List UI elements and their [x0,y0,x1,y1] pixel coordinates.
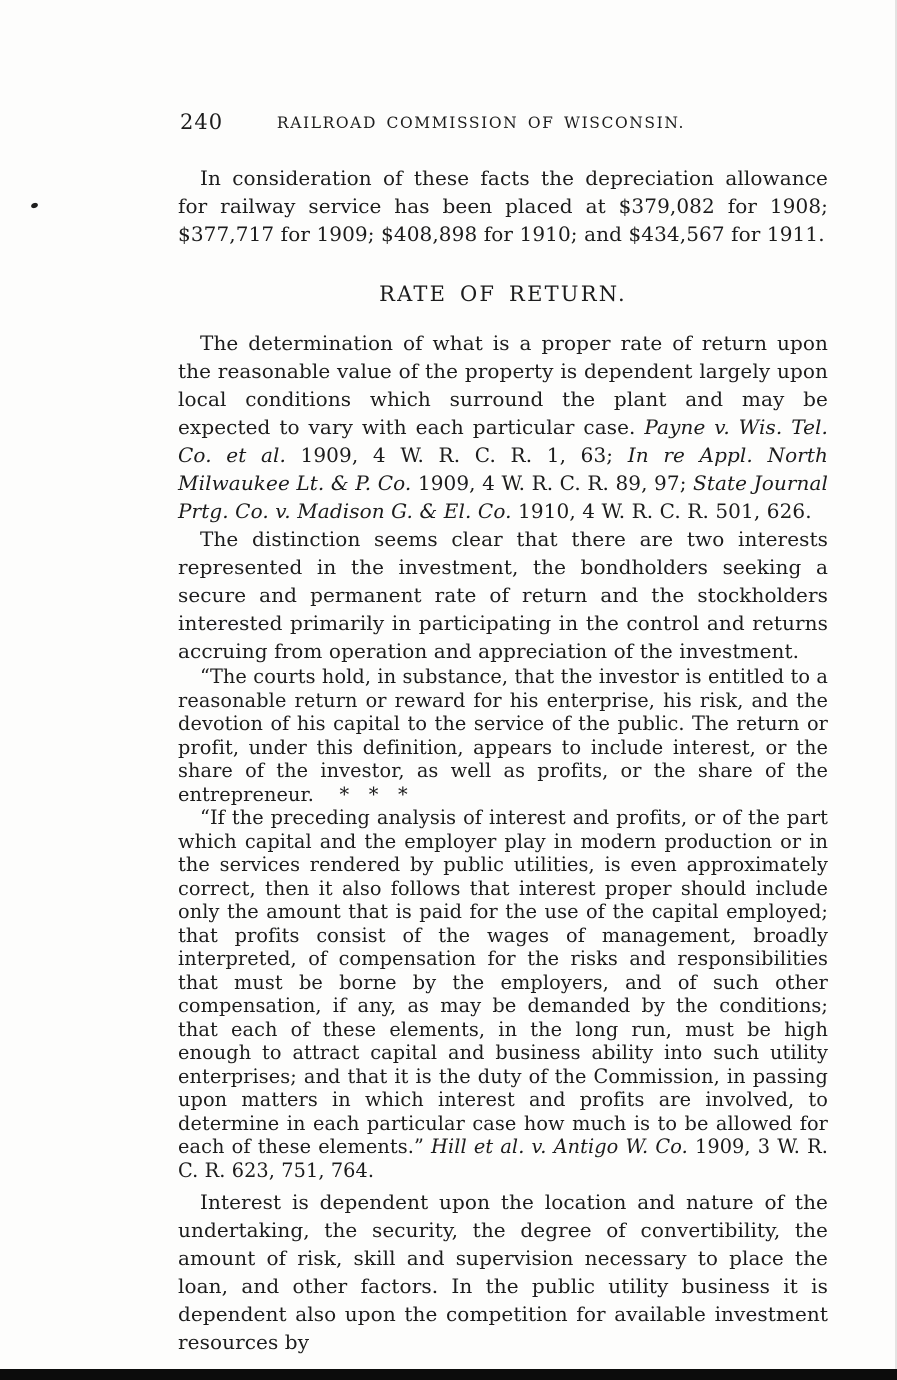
paragraph-two-interests [178,525,828,665]
case-citation-north-milwaukee: In re Appl. North Milwaukee Lt. & P. Co. [178,443,828,495]
text-run: “The courts hold, in substance, that the investor is entitled to a reasonable return or reward for his enterprise, his risk, and the devotion of his capital to the service of the public. The return or profit, under this definition, appears to include interest, or the share of the investor, as well as profits, or the share of the entrepreneur. * * * [178,665,828,806]
page-header [178,110,828,140]
text-run: 1909, 4 W. R. C. R. 89, 97; [411,471,694,495]
paragraph-rate-determination [178,329,828,525]
scan-bottom-bar [0,1369,897,1380]
text-run: Interest is dependent upon the location and nature of the undertaking, the security, the degree of convertibility, the amount of risk, skill and supervision necessary to place the loan, and other factors. In the public utility business it is dependent also upon the competition for available investment resources by [178,1190,828,1354]
page-body [178,164,828,1356]
blockquote-courts-hold [178,665,828,806]
blockquote-preceding-analysis [178,806,828,1182]
text-run: 1910, 4 W. R. C. R. 501, 626. [511,499,812,523]
text-run: “If the preceding analysis of interest and profits, or of the part which capital and the employer play in modern production or in the services rendered by public utilities, is even approximately correct, then it also follows that interest proper should include only the amount that is paid for the use of the capital employed; that profits consist of the wages of management, broadly interpreted, of compensation for the risks and responsibilities that must be borne by the employers, and of such other compensation, if any, as may be demanded by the conditions; that each of these elements, in the long run, must be high enough to attract capital and business ability into such utility enterprises; and that it is the duty of the Commission, in passing upon matters in which interest and profits are involved, to determine in each particular case how much is to be allowed for each of these elements.” [178,806,828,1158]
running-title: RAILROAD COMMISSION OF WISCONSIN. [276,114,686,132]
case-citation-payne: Payne v. Wis. Tel. Co. et al. [178,415,828,467]
text-run: The distinction seems clear that there are two interests represented in the investment, the bondholders seeking a secure and permanent rate of return and the stockholders interested primarily in participating in the control and returns accruing from operation and appreciation of the investment. [178,527,828,663]
section-heading: RATE OF RETURN. [379,282,627,306]
text-run: 1909, 3 W. R. C. R. 623, 751, 764. [178,1135,828,1182]
page-number: 240 [180,110,224,134]
text-run: In consideration of these facts the depreciation allowance for railway service has been placed at $379,082 for 1908; $377,717 for 1909; $408,898 for 1910; and $434,567 for 1911. [178,166,828,246]
paragraph-depreciation-intro [178,164,828,248]
text-run: The determination of what is a proper rate of return upon the reasonable value of the property is dependent largely upon local conditions which surround the plant and may be expected to vary with each particular case. [178,331,828,439]
case-citation-state-journal: State Journal Prtg. Co. v. Madison G. & El. Co. [178,471,828,523]
case-citation-hill-antigo: Hill et al. v. Antigo W. Co. [431,1135,688,1158]
paragraph-interest-dependent [178,1188,828,1356]
scan-ink-speck [30,202,38,209]
text-run: 1909, 4 W. R. C. R. 1, 63; [285,443,628,467]
